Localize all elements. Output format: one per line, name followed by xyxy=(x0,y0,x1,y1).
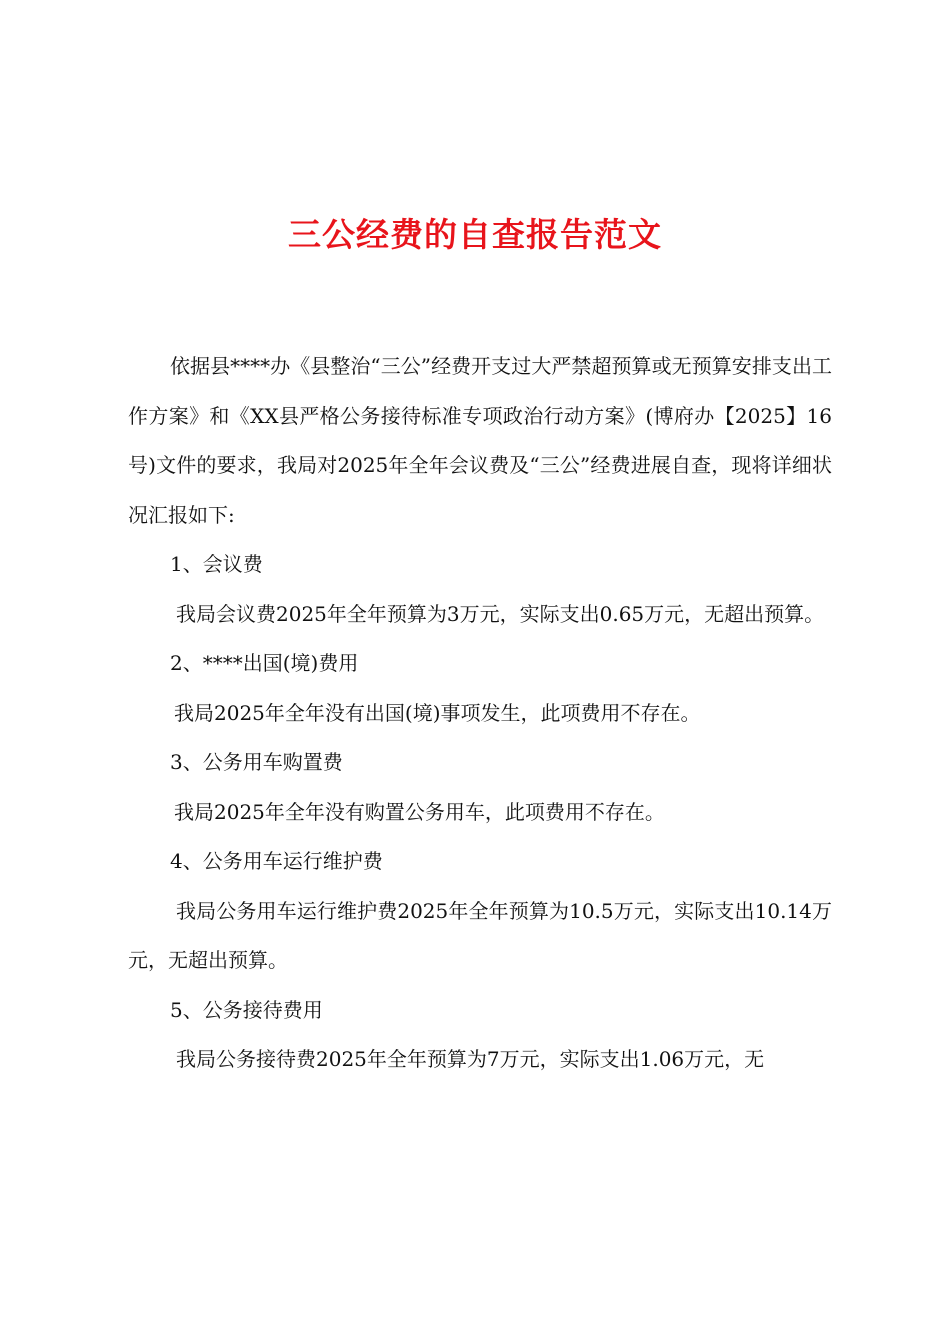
intro-paragraph: 依据县****办《县整治“三公”经费开支过大严禁超预算或无预算安排支出工作方案》和《XX县严格公务接待标准专项政治行动方案》(博府办【2025】16号)文件的要求，我局对2025年全年会议费及“三公”经费进展自查，现将详细状况汇报如下: xyxy=(128,354,832,527)
section-heading-overseas-fee: 2、****出国(境)费用 xyxy=(170,651,359,675)
section-body-reception-fee: 我局公务接待费2025年全年预算为7万元，实际支出1.06万元，无 xyxy=(176,1047,765,1071)
section-body-vehicle-purchase: 我局2025年全年没有购置公务用车，此项费用不存在。 xyxy=(174,799,665,824)
document-title: 三公经费的自查报告范文 xyxy=(288,215,662,254)
section-body-overseas-fee: 我局2025年全年没有出国(境)事项发生，此项费用不存在。 xyxy=(174,700,701,725)
section-heading-reception-fee: 5、公务接待费用 xyxy=(170,997,323,1022)
section-body-meeting-fee: 我局会议费2025年全年预算为3万元，实际支出0.65万元，无超出预算。 xyxy=(176,601,825,626)
document-body xyxy=(128,342,832,1085)
section-body-vehicle-maintenance: 我局公务用车运行维护费2025年全年预算为10.5万元，实际支出10.14万元，无超出预算。 xyxy=(128,898,832,972)
section-heading-vehicle-purchase: 3、公务用车购置费 xyxy=(170,750,343,774)
section-heading-vehicle-maintenance: 4、公务用车运行维护费 xyxy=(170,849,383,873)
section-heading-meeting-fee: 1、会议费 xyxy=(170,552,263,576)
